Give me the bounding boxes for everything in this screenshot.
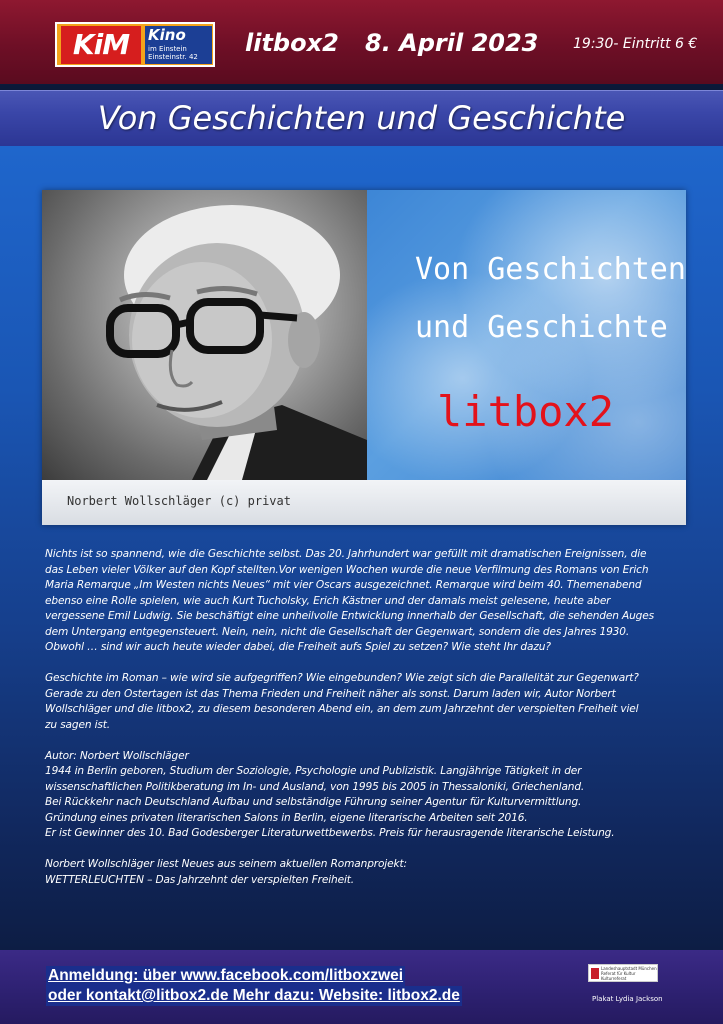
sponsor-text: Landeshauptstadt München Referat für Kultur Kulturreferat bbox=[601, 966, 657, 981]
theme-paragraph bbox=[45, 671, 685, 733]
text-line: 1944 in Berlin geboren, Studium der Soziologie, Psychologie und Publizistik. Langjährige Tätigkeit in der bbox=[45, 765, 582, 777]
text-line: Gerade zu den Ostertagen ist das Thema Frieden und Freiheit näher als sonst. Darum laden wir, Autor Norbert bbox=[45, 687, 616, 700]
event-time-entry: 19:30- Eintritt 6 € bbox=[573, 36, 698, 52]
hero-headline-line2: und Geschichte bbox=[415, 310, 668, 345]
photo-caption-bar bbox=[42, 480, 686, 525]
text-line: Er ist Gewinner des 10. Bad Godesberger Literaturwettbewerbs. Preis für herausragende literarische Leistung. bbox=[45, 827, 615, 839]
text-line: ebenso eine Rolle spielen, wie auch Kurt Tucholsky, Erich Kästner und der damals meist gelesene, heute aber bbox=[45, 594, 611, 607]
body-text bbox=[45, 547, 685, 904]
logo-kim-text: KiM bbox=[61, 26, 141, 64]
sponsor-logo bbox=[588, 964, 658, 982]
text-line: Geschichte im Roman – wie wird sie aufgegriffen? Wie eingebunden? Wie zeigt sich die Parallelität zur Gegenwart? bbox=[45, 672, 639, 684]
intro-paragraph bbox=[45, 547, 685, 656]
logo-address-line2: Einsteinstr. 42 bbox=[148, 53, 198, 61]
sky-panel bbox=[367, 190, 686, 480]
hero-image bbox=[42, 190, 686, 525]
logo-kino-panel bbox=[145, 26, 212, 64]
text-line: zu sagen ist. bbox=[45, 718, 111, 731]
portrait-illustration bbox=[42, 190, 367, 480]
event-name: litbox2 bbox=[245, 29, 339, 57]
author-bio-paragraph bbox=[45, 749, 685, 842]
hero-brand: litbox2 bbox=[437, 387, 615, 436]
text-line: Nichts ist so spannend, wie die Geschichte selbst. Das 20. Jahrhundert war gefüllt mit dramatischen Ereignissen, die bbox=[45, 548, 647, 560]
text-line: Autor: Norbert Wollschläger bbox=[45, 749, 189, 762]
text-line: Gründung eines privaten literarischen Salons in Berlin, eigene literarische Arbeiten seit 2016. bbox=[45, 811, 528, 824]
header-band bbox=[0, 0, 723, 84]
text-line: Wollschläger und die litbox2, zu diesem besonderen Abend ein, an dem zum Jahrzehnt der verspielten Freiheit viel bbox=[45, 703, 639, 715]
text-line: Bei Rückkehr nach Deutschland Aufbau und selbständige Führung seiner Agentur für Kulturvermittlung. bbox=[45, 796, 582, 808]
kim-kino-logo bbox=[55, 22, 215, 67]
registration-link-website[interactable]: oder kontakt@litbox2.de Mehr dazu: Website: litbox2.de bbox=[48, 987, 460, 1004]
page-title: Von Geschichten und Geschichte bbox=[97, 99, 626, 137]
event-date: 8. April 2023 bbox=[365, 29, 539, 57]
photo-caption: Norbert Wollschläger (c) privat bbox=[67, 494, 291, 508]
author-portrait bbox=[42, 190, 367, 480]
text-line: WETTERLEUCHTEN – Das Jahrzehnt der verspielten Freiheit. bbox=[45, 873, 354, 886]
logo-kino-text: Kino bbox=[148, 26, 186, 44]
text-line: dem Untergang entgegensteuert. Nein, nein, nicht die Gesellschaft der Gegenwart, sondern die des Jahres 1930. bbox=[45, 625, 630, 638]
title-band bbox=[0, 90, 723, 146]
reading-paragraph bbox=[45, 857, 685, 888]
logo-address-line1: im Einstein bbox=[148, 45, 187, 53]
poster-credit: Plakat Lydia Jackson bbox=[592, 995, 663, 1003]
text-line: Obwohl … sind wir auch heute wieder dabei, die Freiheit aufs Spiel zu setzen? Wie steht Ihr dazu? bbox=[45, 641, 551, 653]
text-line: wissenschaftlichen Politikberatung im In- und Ausland, von 1995 bis 2005 in Thessaloniki, Griechenland. bbox=[45, 780, 585, 793]
text-line: Norbert Wollschläger liest Neues aus seinem aktuellen Romanprojekt: bbox=[45, 858, 407, 870]
hero-headline-line1: Von Geschichten bbox=[415, 252, 686, 287]
text-line: das Leben vieler Völker auf den Kopf stellten.Vor wenigen Wochen wurde die neue Verfilmung des Romans von Erich bbox=[45, 563, 649, 576]
text-line: Maria Remarque „Im Westen nichts Neues“ mit vier Oscars ausgezeichnet. Remarque wird beim 40. Themenabend bbox=[45, 579, 642, 591]
text-line: vergessene Emil Ludwig. Sie beschäftigt eine unheilvolle Entwicklung innerhalb der Gesellschaft, die sehenden Auges bbox=[45, 610, 654, 622]
sponsor-emblem-icon bbox=[591, 968, 599, 979]
registration-link-facebook[interactable]: Anmeldung: über www.facebook.com/litboxzwei bbox=[48, 967, 404, 984]
footer-band bbox=[0, 950, 723, 1024]
